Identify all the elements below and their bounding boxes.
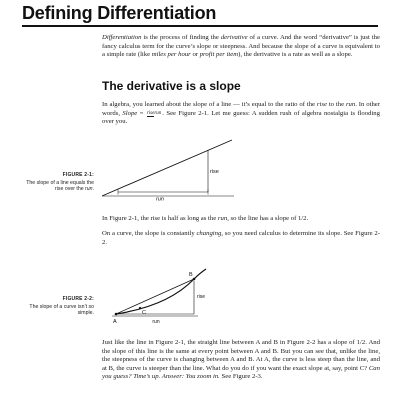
- emphasis-answer: Can you guess? Time’s up. Answer: You zoom in.: [102, 364, 380, 381]
- text: .: [92, 186, 94, 193]
- text: On a curve, the slope is constantly: [102, 230, 197, 237]
- figure-caption-text: The slope of a curve isn’t so simple.: [29, 303, 94, 317]
- emphasis-changing: changing: [196, 230, 222, 237]
- intro-emphasis: miles per hour: [151, 51, 191, 59]
- fraction-numerator: rise: [146, 110, 155, 116]
- figure-2-1-caption: [22, 172, 94, 193]
- intro-emphasis: Differentiation: [102, 34, 142, 41]
- point-a: [115, 313, 118, 316]
- run-label: run: [152, 319, 160, 325]
- figure-number: FIGURE 2-1:: [62, 172, 94, 178]
- paragraph-figure-2-1: [102, 215, 380, 224]
- slope-line: [102, 140, 232, 196]
- label-b: B: [189, 272, 193, 278]
- label-c: C: [142, 310, 146, 316]
- page-title: Defining Differentiation: [22, 3, 217, 23]
- paragraph-curve-slope: [102, 230, 380, 247]
- rise-label: rise: [210, 169, 219, 175]
- emphasis-run: run: [345, 101, 356, 108]
- intro-emphasis: profit per item: [199, 51, 239, 59]
- title-divider: [22, 25, 378, 27]
- paragraph-zoom-in: [102, 339, 380, 382]
- text: , so you need calculus to determine its slope. See Figure 2-2.: [102, 230, 380, 246]
- rise-over-run-fraction: [147, 111, 161, 116]
- intro-emphasis: derivative: [220, 34, 248, 41]
- figure-caption-text: [22, 180, 94, 193]
- figure-2-1-diagram: [98, 138, 238, 203]
- emphasis-run: run: [217, 215, 228, 222]
- fraction-denominator: run: [154, 110, 162, 116]
- intro-text: is the process of finding the: [141, 34, 221, 41]
- slope-symbol: Slope: [122, 109, 138, 117]
- figure-2-2-caption: [22, 296, 94, 317]
- point-b: [193, 278, 196, 281]
- text: . In other words,: [102, 101, 380, 117]
- paragraph-slope-of-line: [102, 101, 380, 127]
- text: See Figure 2-3.: [219, 373, 263, 381]
- intro-text: of a curve. And the word “derivative” is just the fancy calculus term for the curve’s slope or steepness. And because the slope of a curve is equivalent to a simple rate (like: [102, 34, 380, 59]
- text: Just like the line in Figure 2-1, the straight line between A and B in Figure 2-2 has a slope of 1/2. And the slope of this line is the same at every point between A and B. But you can see that, unlike the line, the steepness of the curve is changing between A and B. At A, the curve is less steep than the line, and at B, the curve is steeper than the line. What do you do if you want the exact slope at, say, point C?: [102, 339, 380, 372]
- emphasis-rise: rise: [316, 101, 327, 108]
- figure-2-2-diagram: [100, 268, 220, 328]
- section-heading: The derivative is a slope: [102, 79, 241, 93]
- text: The slope of a line equals the rise over the: [26, 179, 94, 193]
- run-label: run: [156, 196, 164, 203]
- equals-sign: =: [137, 109, 146, 117]
- point-c: [139, 307, 141, 309]
- emphasis-run: run: [85, 186, 93, 193]
- intro-paragraph: [102, 34, 380, 60]
- text: , so the line has a slope of 1/2.: [227, 215, 309, 222]
- figure-number: FIGURE 2-2:: [62, 296, 94, 302]
- text: In Figure 2-1, the rise is half as long as the: [102, 215, 218, 222]
- label-a: A: [113, 319, 117, 325]
- text: . See Figure 2-1. Let me guess: A sudden rush of algebra nostalgia is flooding over you.: [102, 109, 380, 126]
- intro-text: or: [190, 51, 200, 59]
- intro-text: ), the derivative is a rate as well as a slope.: [238, 51, 353, 59]
- rise-label: rise: [197, 294, 206, 300]
- text: In algebra, you learned about the slope of a line — it’s equal to the ratio of the: [102, 101, 317, 108]
- text: to the: [326, 101, 346, 108]
- secant-line-ab: [116, 279, 194, 314]
